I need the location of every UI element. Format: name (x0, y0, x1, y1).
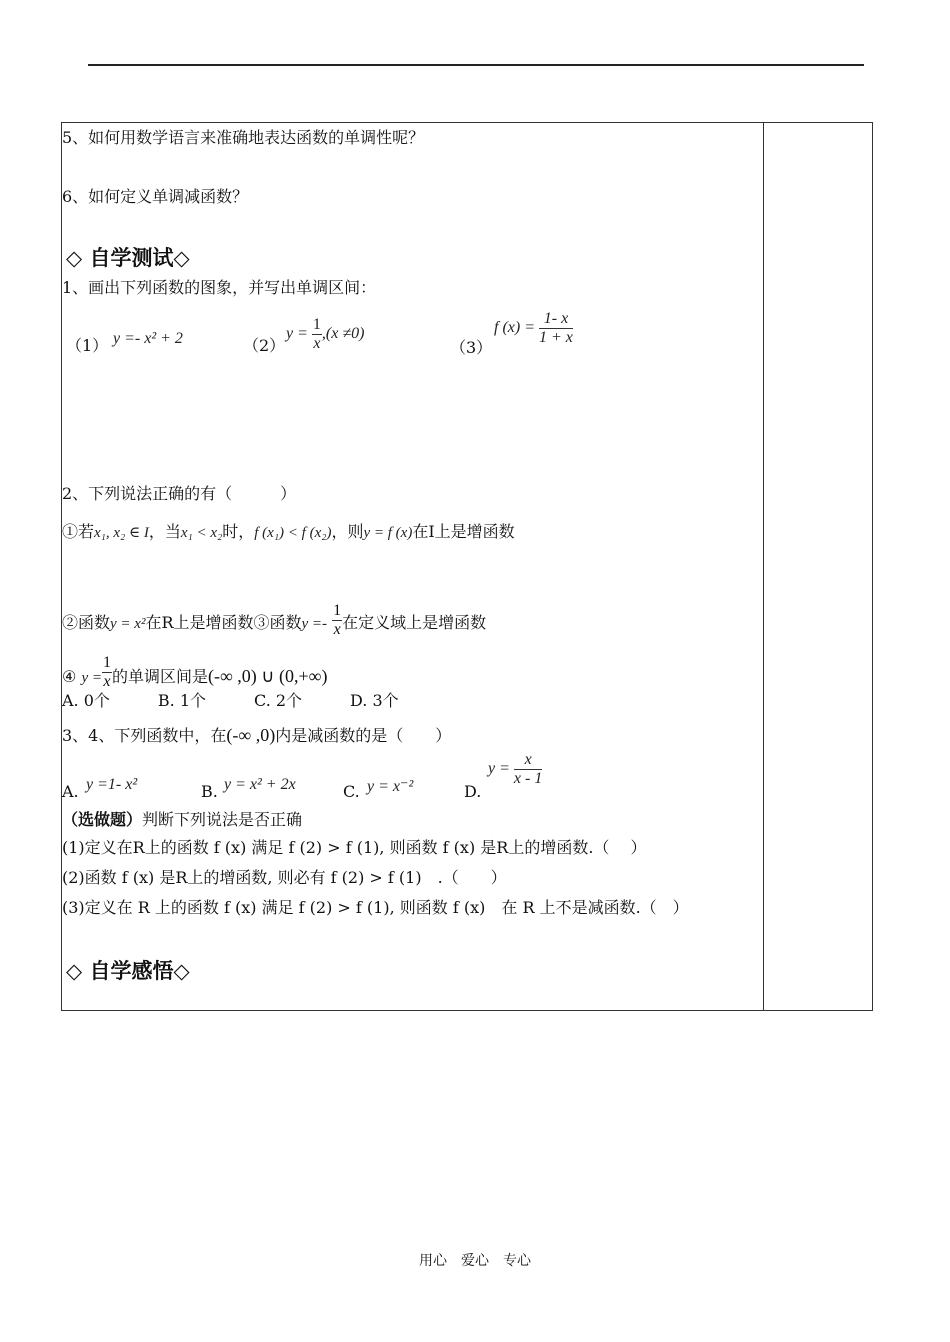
problem-1-label-2: （2） (243, 336, 286, 355)
option-a-formula: y =1- x² (86, 776, 138, 793)
statement-3-fraction (332, 602, 342, 639)
option-d-fraction (514, 751, 542, 788)
formula-3-lhs: f (x) = (494, 319, 535, 337)
formula-2-lhs: y = (286, 325, 308, 343)
statement-1-math-a: x₁, x₂ ∈ I (94, 525, 149, 541)
statement-4-fraction (102, 654, 112, 691)
statement-3-math-lhs: y =- (301, 616, 328, 632)
optional-title-bold: （选做题） (62, 810, 143, 829)
fraction-numerator: x (514, 751, 542, 770)
statement-4-math-interval: (-∞ ,0) ∪ (0,+∞) (207, 666, 328, 686)
statement-1-prefix: ①若 (62, 522, 95, 541)
formula-2-condition: ,(x ≠0) (321, 325, 365, 343)
fraction-numerator: 1 (312, 316, 321, 333)
problem-2-options: A. 0个 B. 1个 C. 2个 D. 3个 (62, 691, 399, 710)
problem-1-label-1: （1） (66, 336, 109, 355)
statement-2-3 (62, 602, 486, 639)
fraction-numerator: 1 (333, 602, 342, 619)
question-6: 6、如何定义单调减函数？ (62, 187, 249, 206)
problem-1-formula-3 (494, 310, 573, 347)
problem-1-label-3: （3） (450, 338, 493, 357)
table-column-divider (763, 122, 764, 1011)
problem-3-text-a: 3、4、下列函数中，在 (62, 726, 227, 745)
fraction-denominator: x - 1 (513, 770, 543, 787)
statement-2-prefix: ②函数 (62, 613, 111, 632)
section-heading-reflection: ◇ 自学感悟◇ (66, 959, 190, 983)
fraction-denominator: x (313, 335, 321, 352)
problem-3-text (62, 725, 451, 746)
problem-3-interval: (-∞ ,0) (226, 725, 276, 745)
option-d-label: D. (464, 782, 482, 801)
problem-1-formula-1: y =- x² + 2 (113, 330, 183, 347)
statement-1-text-e: 在I上是增函数 (412, 522, 515, 541)
statement-4-prefix: ④ (62, 667, 77, 686)
header-rule (88, 64, 864, 66)
fraction-denominator: x (333, 621, 341, 638)
statement-4-math-lhs: y = (81, 670, 102, 686)
optional-item-2: (2)函数 f (x) 是R上的增函数, 则必有 f (2) > f (1) .（ ） (62, 868, 507, 887)
question-5: 5、如何用数学语言来准确地表达函数的单调性呢？ (62, 128, 425, 147)
statement-4-text: 的单调区间是 (111, 667, 208, 686)
option-c-label: C. (343, 782, 360, 801)
statement-1-text-c: 时， (222, 522, 255, 541)
statement-1-text-d: ，则 (331, 522, 364, 541)
option-d-lhs: y = (488, 760, 510, 778)
statement-1-math-c: f (x₁) < f (x₂) (254, 525, 332, 541)
fraction-denominator: x (103, 673, 111, 690)
statement-1-math-b: x₁ < x₂ (180, 525, 223, 541)
option-b-formula: y = x² + 2x (224, 776, 296, 793)
problem-2-text: 2、下列说法正确的有（ ） (62, 484, 297, 503)
page-footer: 用心 爱心 专心 (419, 1253, 531, 1269)
option-b-label: B. (201, 782, 218, 801)
optional-title-rest: 判断下列说法是否正确 (142, 810, 303, 829)
statement-2-math: y = x² (110, 616, 146, 632)
formula-2-fraction (312, 316, 322, 353)
option-c-formula: y = x⁻² (367, 778, 414, 795)
fraction-denominator: 1 + x (539, 329, 573, 346)
problem-1-text: 1、画出下列函数的图象，并写出单调区间： (62, 278, 377, 297)
section-heading-self-test: ◇ 自学测试◇ (66, 246, 190, 270)
statement-1-math-d: y = f (x) (363, 525, 413, 541)
option-d-formula (488, 751, 542, 788)
statement-1-text-b: ，当 (148, 522, 181, 541)
problem-3-text-b: 内是减函数的是（ ） (275, 726, 452, 745)
fraction-numerator: 1 (102, 654, 111, 671)
statement-4 (62, 654, 327, 691)
formula-3-fraction (539, 310, 573, 347)
fraction-numerator: 1- x (539, 310, 573, 329)
statement-1 (62, 522, 515, 543)
statement-3-text: 在定义域上是增函数 (342, 613, 487, 632)
option-a-label: A. (62, 782, 79, 801)
optional-item-3: (3)定义在 R 上的函数 f (x) 满足 f (2) > f (1), 则函数 f (x) 在 R 上不是减函数.（ ） (62, 898, 689, 917)
optional-item-1: (1)定义在R上的函数 f (x) 满足 f (2) > f (1), 则函数 f (x) 是R上的增函数.（ ） (62, 838, 647, 857)
statement-2-text: 在R上是增函数③函数 (145, 613, 302, 632)
problem-1-formula-2 (286, 316, 364, 353)
optional-problems-title (62, 810, 302, 830)
